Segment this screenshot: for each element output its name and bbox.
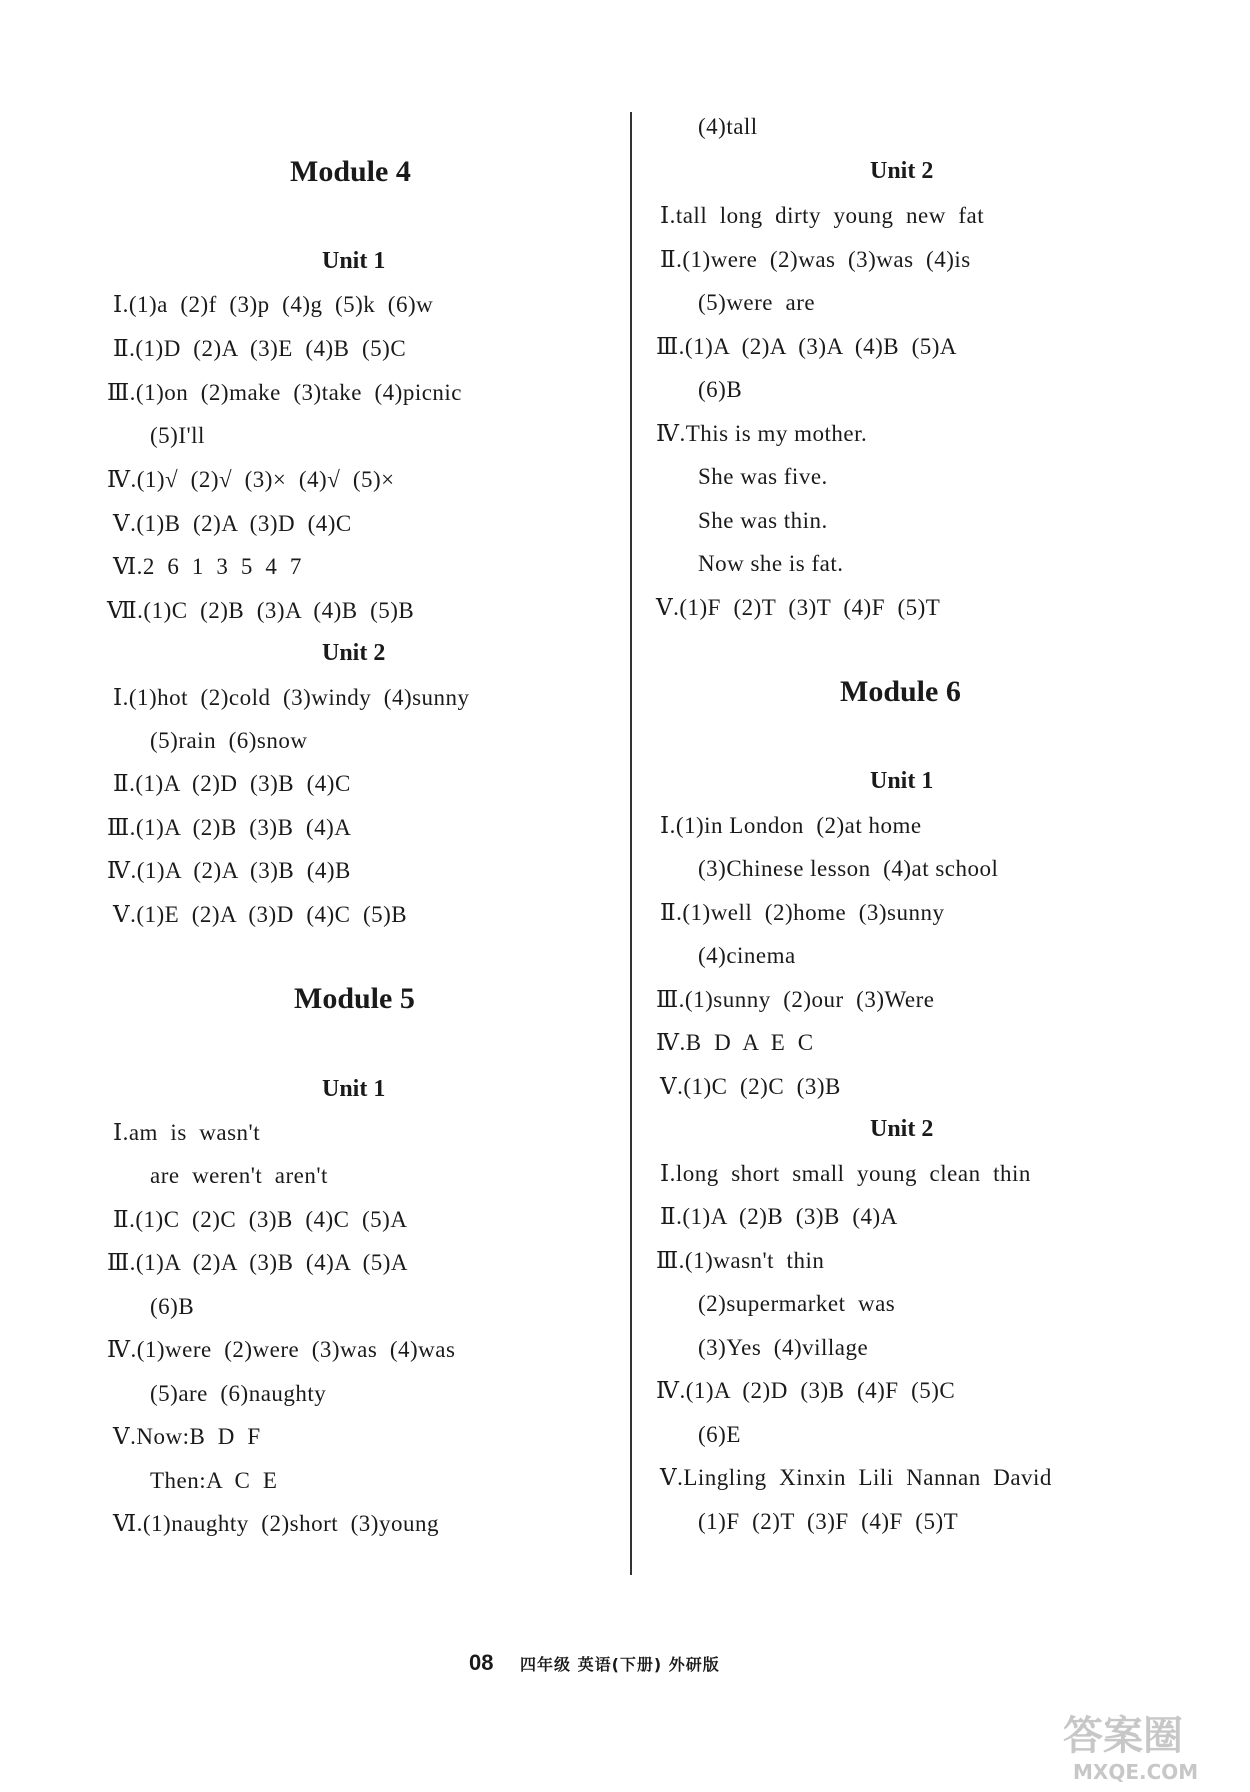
watermark-graphic bbox=[1055, 1705, 1245, 1785]
answer-line: Then:A C E bbox=[150, 1468, 278, 1493]
answer-line: Ⅱ.(1)well (2)home (3)sunny bbox=[660, 900, 945, 925]
answer-line: Ⅲ.(1)sunny (2)our (3)Were bbox=[656, 987, 935, 1012]
answer-line: Ⅴ.(1)E (2)A (3)D (4)C (5)B bbox=[113, 902, 408, 927]
unit-title: Unit 1 bbox=[322, 248, 386, 274]
answer-line: (4)tall bbox=[698, 114, 758, 139]
answer-line: Ⅰ.(1)hot (2)cold (3)windy (4)sunny bbox=[113, 685, 470, 710]
answer-line: Ⅴ.Now:B D F bbox=[113, 1424, 261, 1449]
answer-line: (4)cinema bbox=[698, 943, 796, 968]
answer-line: (3)Chinese lesson (4)at school bbox=[698, 856, 999, 881]
answer-line: Ⅲ.(1)wasn't thin bbox=[656, 1248, 825, 1273]
answer-line: Ⅱ.(1)D (2)A (3)E (4)B (5)C bbox=[113, 336, 407, 361]
answer-line: Ⅴ.(1)C (2)C (3)B bbox=[660, 1074, 841, 1099]
watermark-logo bbox=[1055, 1705, 1245, 1785]
answer-line: Ⅲ.(1)A (2)B (3)B (4)A bbox=[107, 815, 352, 840]
answer-line: Ⅱ.(1)A (2)B (3)B (4)A bbox=[660, 1204, 898, 1229]
answer-line: (2)supermarket was bbox=[698, 1291, 896, 1316]
answer-line: Ⅳ.(1)√ (2)√ (3)× (4)√ (5)× bbox=[107, 467, 395, 492]
answer-line: (1)F (2)T (3)F (4)F (5)T bbox=[698, 1509, 959, 1534]
answer-line: Ⅰ.long short small young clean thin bbox=[660, 1161, 1031, 1186]
answer-line: (6)E bbox=[698, 1422, 741, 1447]
answer-line: Ⅳ.(1)were (2)were (3)was (4)was bbox=[107, 1337, 456, 1362]
unit-title: Unit 2 bbox=[322, 640, 386, 666]
watermark-bottom-text: MXQE.COM bbox=[1073, 1760, 1199, 1784]
page-number: 08 bbox=[469, 1650, 494, 1675]
answer-line: Ⅱ.(1)C (2)C (3)B (4)C (5)A bbox=[113, 1207, 408, 1232]
module-title: Module 6 bbox=[840, 675, 961, 708]
answer-line: (5)rain (6)snow bbox=[150, 728, 308, 753]
answer-line: Ⅱ.(1)A (2)D (3)B (4)C bbox=[113, 771, 351, 796]
answer-line: (5)I'll bbox=[150, 423, 205, 448]
answer-line: Ⅰ.(1)in London (2)at home bbox=[660, 813, 922, 838]
answer-line: Ⅱ.(1)were (2)was (3)was (4)is bbox=[660, 247, 971, 272]
answer-line: Ⅲ.(1)A (2)A (3)A (4)B (5)A bbox=[656, 334, 957, 359]
book-info: 四年级 英语(下册) 外研版 bbox=[520, 1655, 720, 1674]
answer-line: Ⅵ.2 6 1 3 5 4 7 bbox=[113, 554, 302, 579]
answer-line: Ⅴ.(1)B (2)A (3)D (4)C bbox=[113, 511, 352, 536]
answer-line: (6)B bbox=[150, 1294, 195, 1319]
unit-title: Unit 1 bbox=[322, 1076, 386, 1102]
answer-line: She was five. bbox=[698, 464, 828, 489]
answer-line: Ⅰ.(1)a (2)f (3)p (4)g (5)k (6)w bbox=[113, 292, 434, 317]
answer-line: (3)Yes (4)village bbox=[698, 1335, 869, 1360]
answer-line: Ⅴ.Lingling Xinxin Lili Nannan David bbox=[660, 1465, 1052, 1490]
answer-line: Ⅴ.(1)F (2)T (3)T (4)F (5)T bbox=[656, 595, 941, 620]
column-divider bbox=[630, 112, 632, 1575]
module-title: Module 5 bbox=[294, 982, 415, 1015]
answer-line: (5)were are bbox=[698, 290, 816, 315]
answer-line: are weren't aren't bbox=[150, 1163, 328, 1188]
answer-line: (5)are (6)naughty bbox=[150, 1381, 327, 1406]
unit-title: Unit 2 bbox=[870, 158, 934, 184]
answer-line: She was thin. bbox=[698, 508, 828, 533]
answer-line: Ⅳ.(1)A (2)D (3)B (4)F (5)C bbox=[656, 1378, 956, 1403]
answer-line: Ⅳ.(1)A (2)A (3)B (4)B bbox=[107, 858, 351, 883]
answer-line: (6)B bbox=[698, 377, 743, 402]
answer-line: Ⅰ.am is wasn't bbox=[113, 1120, 261, 1145]
answer-line: Ⅲ.(1)A (2)A (3)B (4)A (5)A bbox=[107, 1250, 408, 1275]
answer-line: Ⅳ.This is my mother. bbox=[656, 421, 868, 446]
answer-line: Ⅶ.(1)C (2)B (3)A (4)B (5)B bbox=[107, 598, 415, 623]
answer-line: Ⅵ.(1)naughty (2)short (3)young bbox=[113, 1511, 439, 1536]
module-title: Module 4 bbox=[290, 155, 411, 188]
watermark-top-text: 答案圈 bbox=[1063, 1713, 1183, 1759]
answer-line: Ⅰ.tall long dirty young new fat bbox=[660, 203, 985, 228]
answer-line: Ⅲ.(1)on (2)make (3)take (4)picnic bbox=[107, 380, 463, 405]
answer-line: Now she is fat. bbox=[698, 551, 844, 576]
unit-title: Unit 1 bbox=[870, 768, 934, 794]
unit-title: Unit 2 bbox=[870, 1116, 934, 1142]
answer-line: Ⅳ.B D A E C bbox=[656, 1030, 814, 1055]
